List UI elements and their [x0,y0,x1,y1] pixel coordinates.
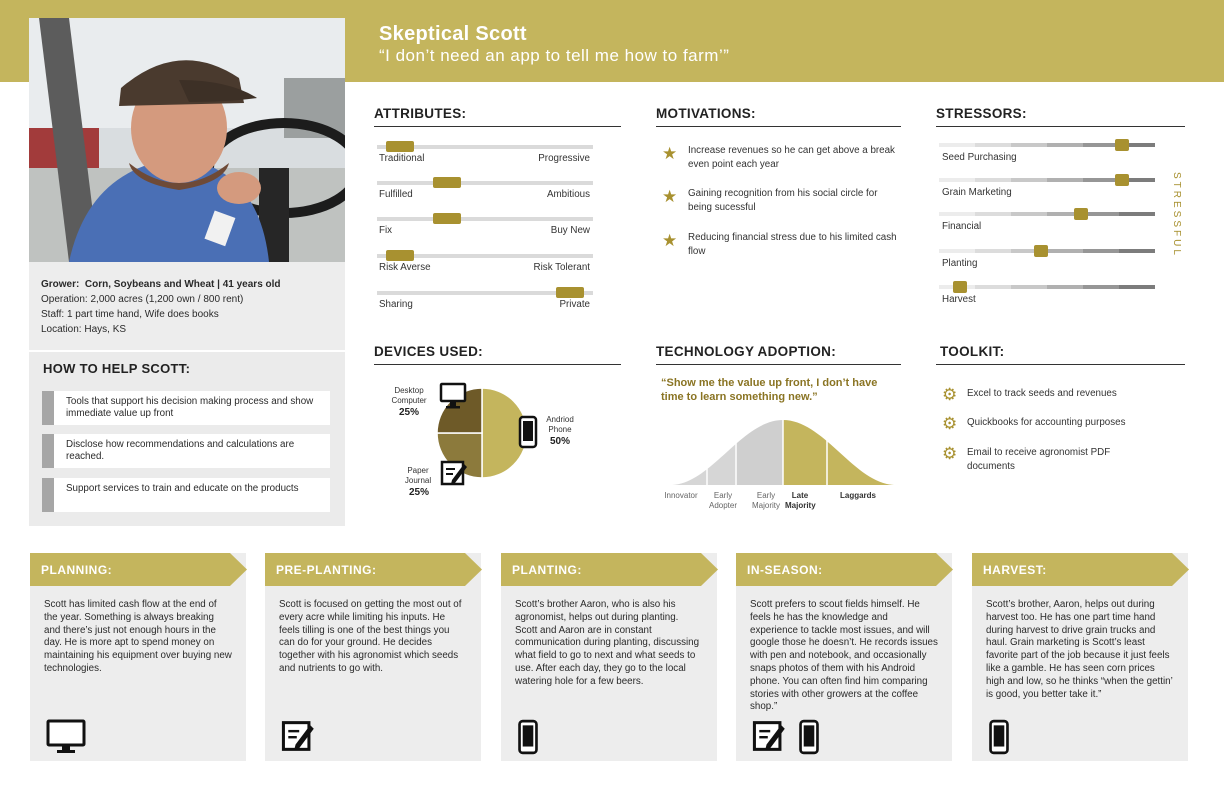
adoption-segment-label [703,491,743,511]
help-item-text: Support services to train and educate on the products [66,483,299,494]
adoption-segment-label-line: Late [791,491,809,500]
stressor-scale-segment [1119,249,1155,253]
attribute-left-label: Fix [379,225,393,236]
device-label-line: Phone [548,425,572,434]
bell-segment-late-majority [783,415,827,487]
stressor-scale-segment [1047,249,1083,253]
star-icon: ★ [662,231,678,250]
device-label-journal [395,466,441,486]
gear-icon: ⚙ [942,414,958,433]
adoption-segment-label-line: Early [756,491,776,500]
toolkit-item: Excel to track seeds and revenues [967,388,1117,399]
toolkit-title: TOOLKIT: [940,344,1005,359]
device-label-phone [538,415,582,435]
stressor-scale-segment [975,212,1011,216]
attribute-left-label: Risk Averse [379,262,431,273]
devices-title: DEVICES USED: [374,344,483,359]
journal-icon [440,459,468,487]
device-label-line: Journal [404,476,432,485]
stressor-scale-segment [1011,212,1047,216]
attribute-right-label: Progressive [538,153,590,164]
persona-name: Skeptical Scott [379,23,527,45]
toolkit-item: Quickbooks for accounting purposes [967,417,1126,428]
phase-title: PRE-PLANTING: [276,563,377,577]
help-item-text: Tools that support his decision making process and show immediate value up front [66,396,314,419]
bio-grower-label: Grower: [41,279,80,290]
attributes-divider [374,126,621,127]
stressor-scale-segment [1083,212,1119,216]
stressor-label: Financial [942,221,982,232]
adoption-segment-label [833,491,883,501]
adoption-segment-label [661,491,701,501]
stressor-scale-segment [1083,285,1119,289]
attribute-right-label: Ambitious [546,189,590,200]
device-label-line: Computer [391,396,427,405]
adoption-segment-label-line: Majority [751,501,780,510]
attribute-left-label: Fulfilled [379,189,413,200]
journal-icon [752,719,786,758]
device-label-desktop [381,386,437,406]
adoption-bell-curve [672,415,894,487]
attribute-slider-knob [433,177,461,188]
attribute-right-label: Private [559,299,590,310]
stressor-scale-segment [975,249,1011,253]
bell-segment-laggards [827,415,894,487]
bell-segment-early-majority [736,415,783,487]
attribute-right-label: Buy New [550,225,590,236]
motivations-title: MOTIVATIONS: [656,106,756,121]
stressor-scale-segment [1011,143,1047,147]
stressor-knob [1115,139,1129,151]
tech-quote: “Show me the value up front, I don’t have time to learn something new.” [661,377,878,403]
gear-icon: ⚙ [942,385,958,404]
phase-body: Scott is focused on getting the most out of every acre while limiting his inputs. He feels tilling is one of the best things you can do for your ground. He decides together with his agronomist which seeds and nutrients to go with. [279,599,462,674]
adoption-segment-label-line: Majority [785,501,816,510]
stressor-scale-segment [1047,143,1083,147]
adoption-segment-label-line: Laggards [839,491,876,500]
phase-card [501,553,717,761]
attributes-title: ATTRIBUTES: [374,106,467,121]
help-item-marker [42,478,54,512]
attribute-slider-knob [386,141,414,152]
phase-body: Scott’s brother Aaron, who is also his agronomist, helps out during planting. Scott and Aaron are in constant communication during planting, discussing what field to go to next and what seeds to use. After each day, they go to the local watering hole for a few beers. [515,599,700,687]
device-label-line: Andriod [546,415,574,424]
stressor-scale-segment [939,143,975,147]
help-item-marker [42,391,54,425]
phase-card [736,553,952,761]
bio-grower [41,277,281,292]
bell-segment-innovator [672,415,736,487]
stressor-scale-segment [975,285,1011,289]
help-item [42,391,330,425]
stressor-label: Seed Purchasing [942,152,1017,163]
device-label-line: Paper [407,466,429,475]
stressor-knob [1074,208,1088,220]
help-item [42,478,330,512]
stressor-scale-segment [939,178,975,182]
star-icon: ★ [662,144,678,163]
stressor-scale-segment [1119,212,1155,216]
stressful-axis-label: STRESSFUL [1171,172,1182,258]
attribute-slider-knob [556,287,584,298]
motivations-divider [656,126,901,127]
attribute-slider-knob [433,213,461,224]
device-pct-journal: 25% [408,487,429,498]
stressor-scale-segment [1011,178,1047,182]
device-pct-phone: 50% [549,436,570,447]
persona-quote: “I don’t need an app to tell me how to farm’” [379,46,730,65]
stressor-knob [1115,174,1129,186]
phone-icon [518,415,538,449]
phone-icon [517,719,539,760]
attribute-slider-knob [386,250,414,261]
phase-title: PLANNING: [41,563,113,577]
stressors-title: STRESSORS: [936,106,1027,121]
stressor-scale-segment [975,143,1011,147]
adoption-segment-label-line: Early [713,491,733,500]
adoption-segment-label [785,491,815,511]
stressor-scale-segment [1083,143,1119,147]
phase-title: IN-SEASON: [747,563,823,577]
stressor-knob [1034,245,1048,257]
phase-body: Scott prefers to scout fields himself. He feels he has the knowledge and experience to tackle most issues, and will google those he doesn’t. He records issues with pen and notebook, and occasionally snaps photos of them with his Android phone. You can often find him comparing stories with other growers at the coffee shop.” [750,599,938,713]
phase-card [972,553,1188,761]
stressor-scale-segment [1011,285,1047,289]
adoption-segment-label-line: Innovator [664,491,698,500]
help-item-marker [42,434,54,468]
motivation-item: Increase revenues so he can get above a break even point each year [688,145,895,170]
phase-card [30,553,246,761]
attribute-right-label: Risk Tolerant [533,262,590,273]
device-pct-desktop: 25% [398,407,419,418]
stressor-scale-segment [1047,285,1083,289]
device-label-line: Desktop [394,386,424,395]
journal-icon [281,719,315,758]
devices-divider [374,364,621,365]
stressor-label: Grain Marketing [942,187,1012,198]
gear-icon: ⚙ [942,444,958,463]
tech-divider [656,364,901,365]
motivation-item: Reducing financial stress due to his limited cash flow [688,232,897,257]
phone-icon [988,719,1010,760]
stressor-label: Planting [942,258,978,269]
phase-body: Scott has limited cash flow at the end of the year. Something is always breaking and there’s just not enough hours in the day. He is more apt to spend money on maintaining his equipment over buying new technologies. [44,599,232,674]
stressor-knob [953,281,967,293]
stressor-scale-segment [939,212,975,216]
stressors-divider [936,126,1185,127]
attribute-slider-track [377,217,593,221]
motivation-item: Gaining recognition from his social circle for being sucessful [688,188,878,213]
phase-body: Scott’s brother, Aaron, helps out during harvest too. He has one part time hand during harvest to drive grain trucks and haul. Grain marketing is Scott’s least favorite part of the job because it just feels like a gamble. He has seen corn prices high and low, so he thinks “when the gettin’ is good, you better take it.” [986,599,1173,700]
bio-location: Location: Hays, KS [41,324,127,335]
stressor-label: Harvest [942,294,976,305]
star-icon: ★ [662,187,678,206]
help-item-text: Disclose how recommendations and calculations are reached. [66,439,295,462]
adoption-segment-label [745,491,787,511]
stressor-scale-segment [1083,178,1119,182]
attribute-left-label: Traditional [379,153,425,164]
phase-card [265,553,481,761]
bio-staff: Staff: 1 part time hand, Wife does books [41,309,219,320]
persona-photo [29,18,345,262]
stressor-scale-segment [939,249,975,253]
bio-operation: Operation: 2,000 acres (1,200 own / 800 rent) [41,294,244,305]
bio-block [41,277,281,337]
stressor-scale-segment [1047,178,1083,182]
help-item [42,434,330,468]
stressor-scale-segment [1083,249,1119,253]
phase-title: HARVEST: [983,563,1047,577]
attribute-slider-track [377,181,593,185]
desktop-icon [439,382,467,410]
bio-grower-value: Corn, Soybeans and Wheat | 41 years old [84,279,281,290]
toolkit-item: Email to receive agronomist PDF documents [967,447,1111,472]
attribute-left-label: Sharing [379,299,413,310]
phase-title: PLANTING: [512,563,582,577]
phone-icon [798,719,820,760]
stressor-scale-segment [1119,285,1155,289]
toolkit-divider [936,364,1185,365]
desktop-icon [46,719,86,760]
stressor-scale-segment [975,178,1011,182]
help-title: HOW TO HELP SCOTT: [43,361,191,376]
adoption-segment-label-line: Adopter [708,501,738,510]
tech-title: TECHNOLOGY ADOPTION: [656,344,837,359]
farmer-photo-illustration [29,18,345,262]
